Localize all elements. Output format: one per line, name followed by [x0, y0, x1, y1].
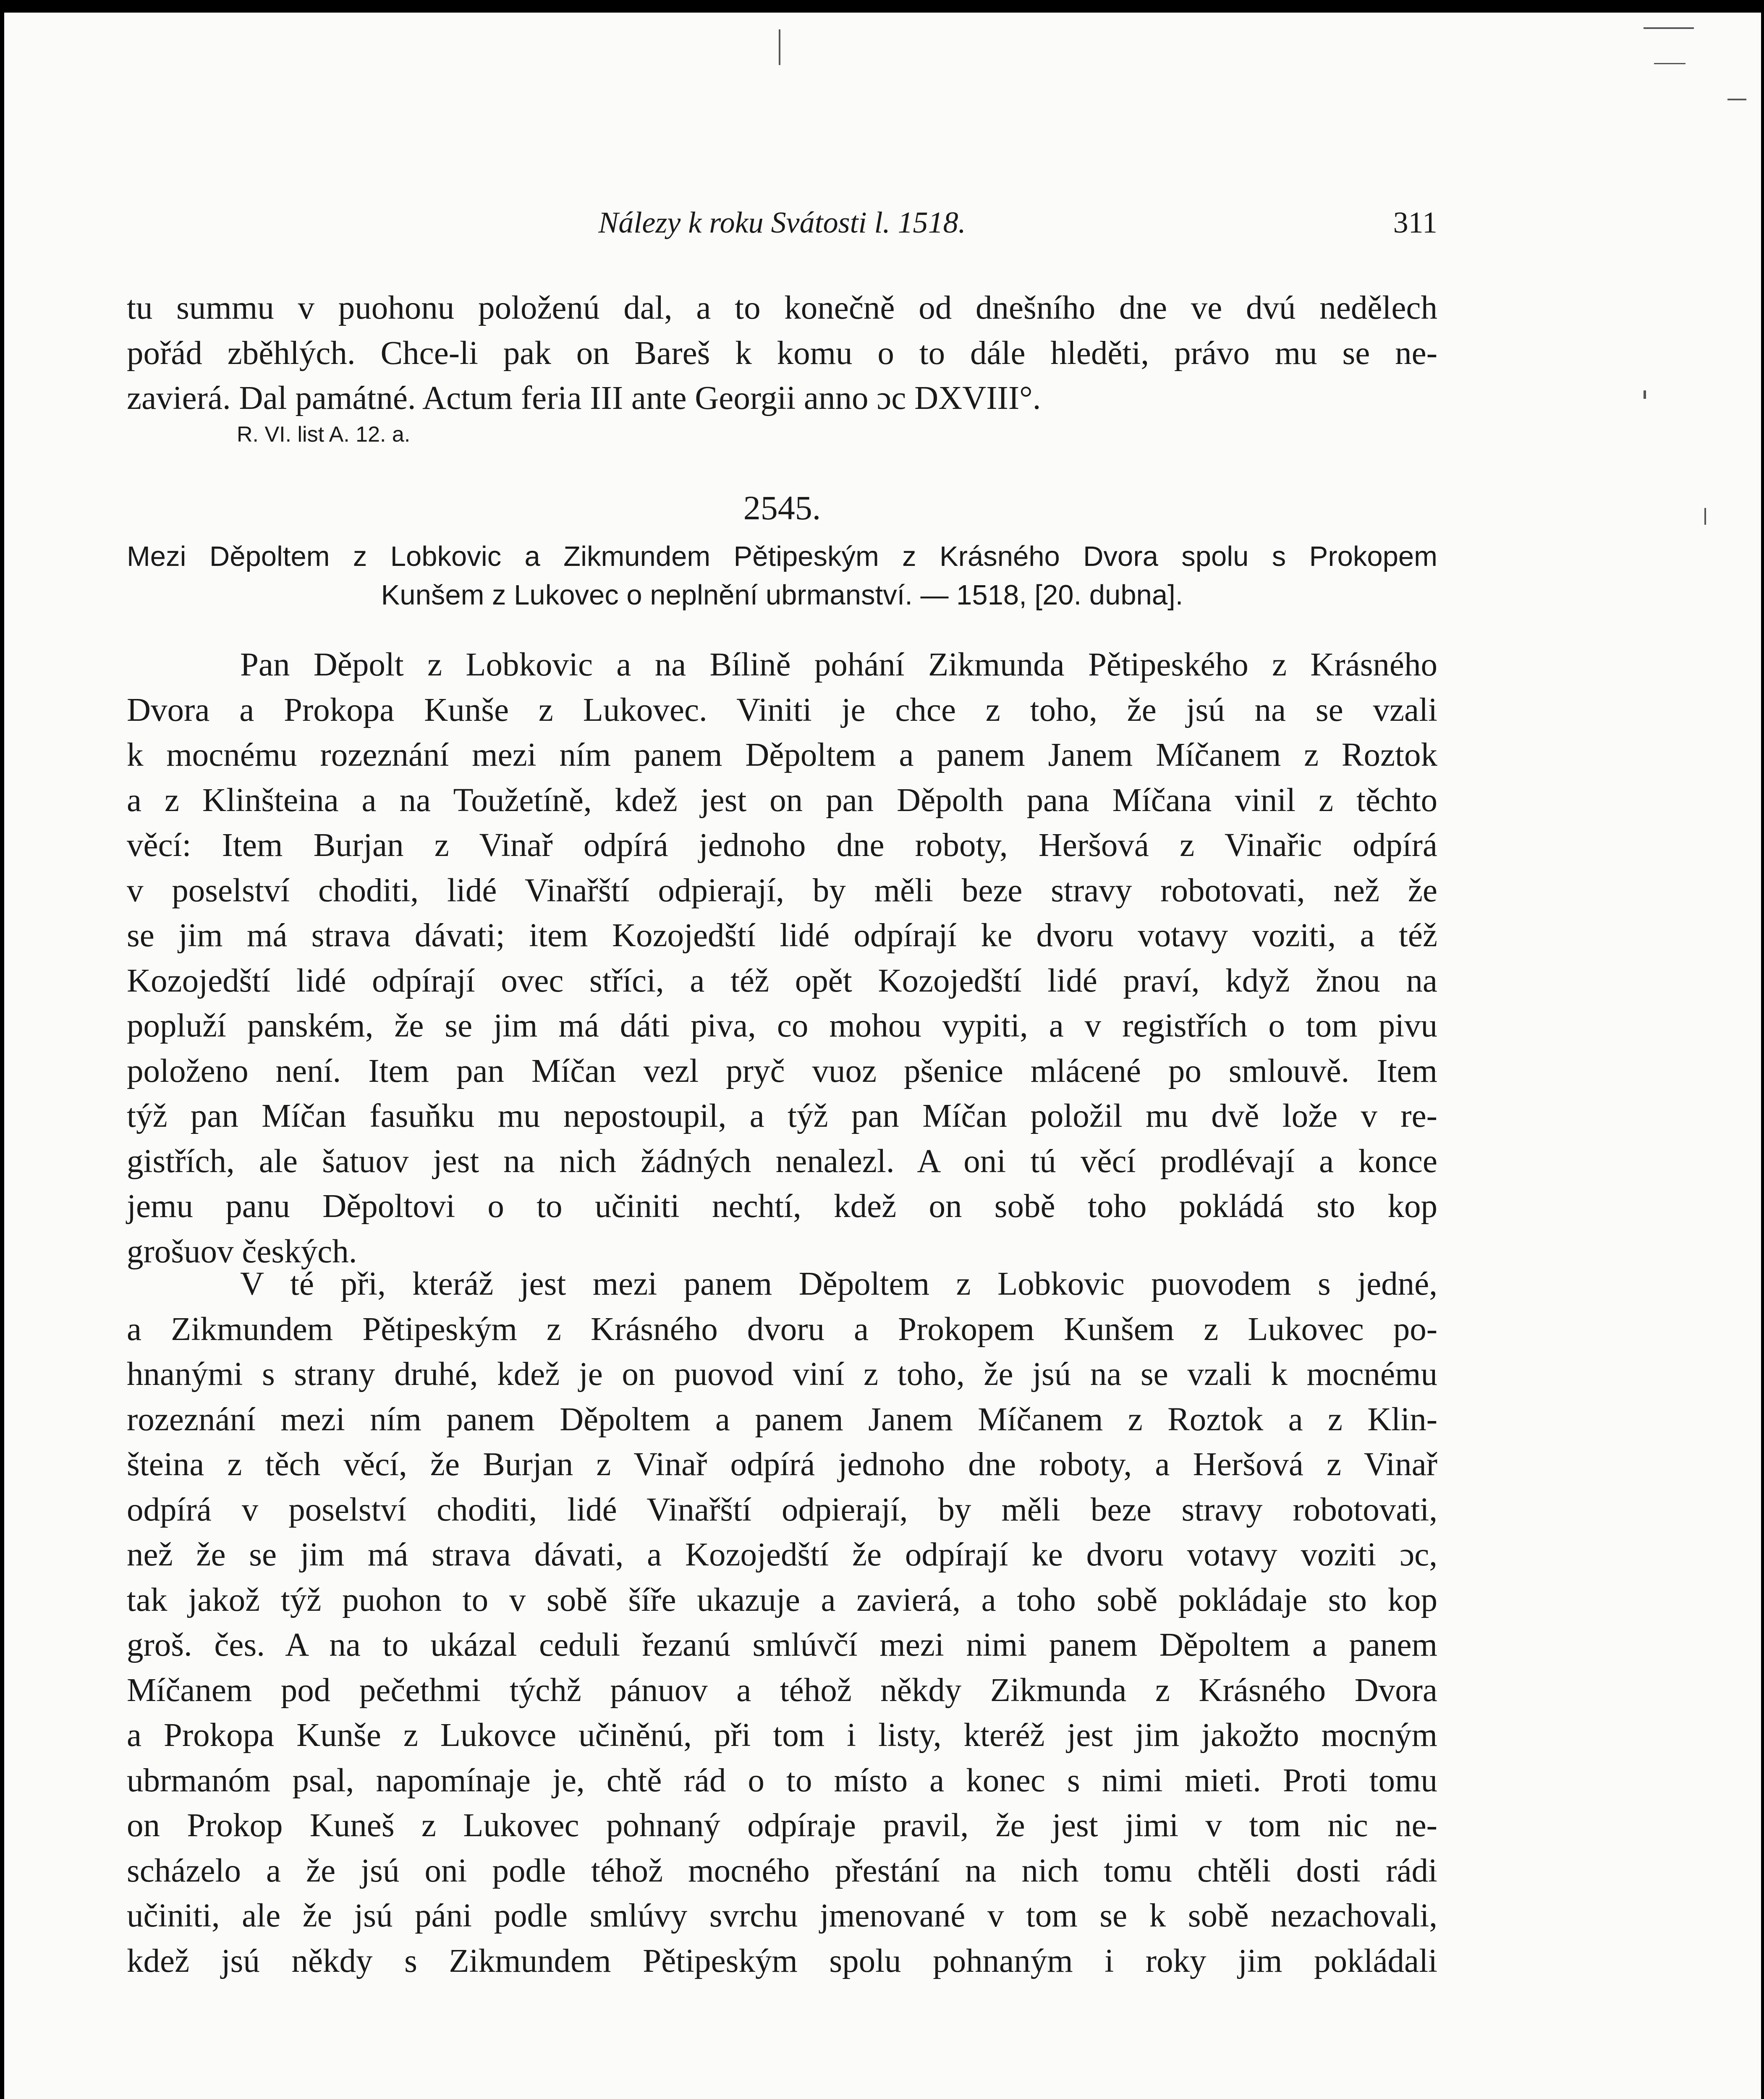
text-line: on Prokop Kuneš z Lukovec pohnaný odpíraje pravil, že jest jimi v tom nic ne-	[127, 1807, 1437, 1844]
continuation-text	[127, 285, 1437, 421]
document-regest	[127, 537, 1437, 615]
text-line: Kozojedští lidé odpírají ovec stříci, a též opět Kozojedští lidé praví, když žnou na	[127, 962, 1437, 999]
text-line: a z Klinšteina a na Toužetíně, kdež jest on pan Děpolth pana Míčana vinil z těchto	[127, 782, 1437, 819]
page-number: 311	[1393, 206, 1437, 239]
text-line: Míčanem pod pečethmi týchž pánuov a téhož někdy Zikmunda z Krásného Dvora	[127, 1672, 1437, 1709]
page-header	[127, 199, 1437, 246]
text-line: kdež jsú někdy s Zikmundem Pětipeským spolu pohnaným i roky jim pokládali	[127, 1942, 1437, 1979]
paragraph-2	[127, 1261, 1437, 1984]
text-line: týž pan Míčan fasuňku mu nepostoupil, a týž pan Míčan položil mu dvě lože v re-	[127, 1098, 1437, 1134]
text-line: šteina z těch věcí, že Burjan z Vinař odpírá jednoho dne roboty, a Heršová z Vinař	[127, 1446, 1437, 1483]
text-line: věcí: Item Burjan z Vinař odpírá jednoho dne roboty, Heršová z Vinařic odpírá	[127, 827, 1437, 864]
text-line: v poselství choditi, lidé Vinařští odpierají, by měli beze stravy robotovati, než že	[127, 872, 1437, 909]
book-page	[4, 13, 1761, 2099]
regest-line: Kunšem z Lukovec o neplnění ubrmanství. — 1518, [20. dubna].	[381, 579, 1183, 611]
scan-mark	[1644, 390, 1646, 399]
scan-mark	[1654, 63, 1685, 64]
text-line: než že se jim má strava dávati, a Kozojedští že odpírají ke dvoru votavy voziti ɔc,	[127, 1536, 1437, 1573]
scan-mark	[1704, 508, 1706, 525]
text-line: scházelo a že jsú oni podle téhož mocného přestání na nich tomu chtěli dosti rádi	[127, 1852, 1437, 1889]
text-line: Pan Děpolt z Lobkovic a na Bílině pohání Zikmunda Pětipeského z Krásného	[240, 646, 1437, 683]
text-line: gistřích, ale šatuov jest na nich žádných nenalezl. A oni tú věcí prodlévají a konce	[127, 1143, 1437, 1180]
text-line: učiniti, ale že jsú páni podle smlúvy svrchu jmenované v tom se k sobě nezachovali,	[127, 1897, 1437, 1934]
text-line: a Zikmundem Pětipeským z Krásného dvoru a Prokopem Kunšem z Lukovec po-	[127, 1311, 1437, 1348]
text-line: hnanými s strany druhé, kdež je on puovod viní z toho, že jsú na se vzali k mocnému	[127, 1356, 1437, 1392]
scan-mark	[1727, 99, 1746, 100]
text-line: popluží panském, že se jim má dáti piva, co mohou vypiti, a v registřích o tom pivu	[127, 1008, 1437, 1044]
text-line: rozeznání mezi ním panem Děpoltem a panem Janem Míčanem z Roztok a z Klin-	[127, 1401, 1437, 1438]
text-line: jemu panu Děpoltovi o to učiniti nechtí, kdež on sobě toho pokládá sto kop	[127, 1188, 1437, 1225]
text-line: k mocnému rozeznání mezi ním panem Děpoltem a panem Janem Míčanem z Roztok	[127, 737, 1437, 773]
scan-mark	[1644, 27, 1694, 29]
scan-mark	[779, 29, 780, 65]
text-line: položeno není. Item pan Míčan vezl pryč vuoz pšenice mlácené po smlouvě. Item	[127, 1052, 1437, 1089]
text-line: groš. čes. A na to ukázal ceduli řezanú smlúvčí mezi nimi panem Děpoltem a panem	[127, 1627, 1437, 1663]
text-line: V té při, kteráž jest mezi panem Děpoltem z Lobkovic puovodem s jedné,	[240, 1266, 1437, 1302]
text-line: tu summu v puohonu položenú dal, a to konečně od dnešního dne ve dvú nedělech	[127, 290, 1437, 326]
paragraph-1	[127, 642, 1437, 1274]
source-reference: R. VI. list A. 12. a.	[237, 422, 411, 447]
text-line: zavierá. Dal památné. Actum feria III ante Georgii anno ɔc DXVIII°.	[127, 380, 1041, 416]
text-line: ubrmanóm psal, napomínaje je, chtě rád o to místo a konec s nimi mieti. Proti tomu	[127, 1762, 1437, 1799]
text-line: se jim má strava dávati; item Kozojedští lidé odpírají ke dvoru votavy voziti, a též	[127, 917, 1437, 954]
text-line: odpírá v poselství choditi, lidé Vinařští odpierají, by měli beze stravy robotovati,	[127, 1491, 1437, 1528]
text-line: a Prokopa Kunše z Lukovce učiněnú, při tom i listy, kteréž jest jim jakožto mocným	[127, 1717, 1437, 1754]
running-title: Nálezy k roku Svátosti l. 1518.	[598, 206, 966, 239]
text-line: Dvora a Prokopa Kunše z Lukovec. Viniti je chce z toho, že jsú na se vzali	[127, 691, 1437, 728]
text-line: tak jakož týž puohon to v sobě šíře ukazuje a zavierá, a toho sobě pokládaje sto kop	[127, 1581, 1437, 1618]
document-number: 2545.	[743, 489, 821, 527]
text-line: pořád zběhlých. Chce-li pak on Bareš k komu o to dále hleděti, právo mu se ne-	[127, 335, 1437, 372]
text-line: grošuov českých.	[127, 1233, 357, 1270]
regest-line: Mezi Děpoltem z Lobkovic a Zikmundem Pětipeským z Krásného Dvora spolu s Prokopem	[127, 541, 1437, 572]
